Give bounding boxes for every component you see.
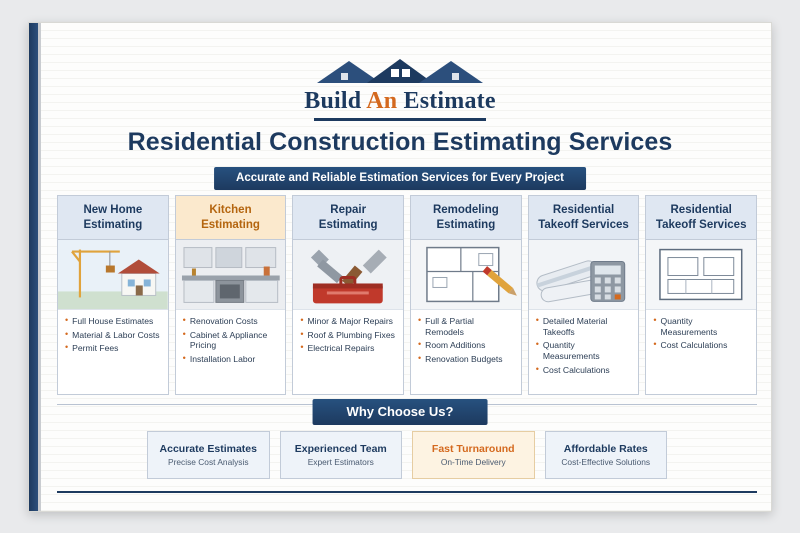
bullet-dot-icon: • [182,328,186,339]
service-card-bullets [58,310,168,394]
list-item [300,316,397,327]
why-card-subtitle: Cost-Effective Solutions [561,457,651,467]
why-card-title: Affordable Rates [563,443,648,455]
why-choose-heading: Why Choose Us? [313,399,488,425]
why-choose-cards [147,431,667,479]
service-card-new-home[interactable] [57,195,169,395]
list-item [183,316,280,327]
bullet-dot-icon: • [418,353,422,364]
bullet-text: Detailed Material Takeoffs [542,316,608,337]
bullet-text: Installation Labor [189,354,256,365]
house-roofs-icon [305,53,495,87]
why-card-fast-turnaround[interactable] [412,431,535,479]
list-item [536,316,633,337]
bullet-dot-icon: • [418,315,422,325]
service-card-takeoff-b[interactable] [645,195,757,395]
bullet-dot-icon: • [535,315,539,325]
service-card-repair[interactable] [292,195,404,395]
service-card-bullets [411,310,521,394]
bullet-dot-icon: • [653,315,657,325]
why-card-title: Experienced Team [294,443,387,455]
logo-word-estimate: Estimate [403,88,496,114]
list-item [653,316,750,337]
bullet-text: Full House Estimates [72,316,154,326]
list-item [65,316,162,327]
bullet-dot-icon: • [535,363,539,374]
subtitle-banner: Accurate and Reliable Estimation Services for Every Project [214,167,586,190]
logo-wordmark [304,88,495,115]
bullet-dot-icon: • [182,315,186,325]
service-card-bullets [529,310,639,394]
service-card-title: Kitchen Estimating [176,196,286,240]
service-card-bullets [176,310,286,394]
bullet-text: Renovation Costs [189,316,258,326]
bullet-text: Full & Partial Remodels [425,316,474,337]
bullet-dot-icon: • [300,315,304,325]
bullet-text: Room Additions [425,340,486,351]
why-card-subtitle: On-Time Delivery [440,457,506,467]
blueprint-rolls-calculator-icon [529,240,639,310]
list-item [300,343,397,354]
service-card-title: New Home Estimating [58,196,168,240]
service-card-bullets [293,310,403,394]
service-card-title: Repair Estimating [293,196,403,240]
page-title: Residential Construction Estimating Services [127,128,673,156]
why-card-title: Fast Turnaround [431,443,515,455]
bullet-dot-icon: • [65,342,69,353]
why-card-subtitle: Precise Cost Analysis [167,457,249,467]
crane-and-house-icon [58,240,168,310]
service-card-takeoff-a[interactable] [528,195,640,395]
list-item [536,365,633,376]
bullet-dot-icon: • [182,353,186,364]
why-card-subtitle: Expert Estimators [307,457,374,467]
list-item [418,354,515,365]
bullet-text: Renovation Budgets [425,354,503,365]
bullet-text: Minor & Major Repairs [307,316,393,326]
bullet-dot-icon: • [65,328,69,339]
bullet-text: Quantity Measurements [660,316,718,337]
list-item [418,340,515,351]
toolbox-tools-icon [293,240,403,310]
why-card-accurate-estimates[interactable] [147,431,270,479]
bullet-text: Roof & Plumbing Fixes [307,329,395,340]
blueprint-sheet-icon [646,240,756,310]
list-item [65,330,162,341]
floor-plan-pencil-icon [411,240,521,310]
bullet-text: Quantity Measurements [542,340,600,362]
bottom-rule [57,491,757,493]
bullet-text: Cost Calculations [542,364,610,375]
bullet-text: Electrical Repairs [307,343,375,354]
list-item [300,330,397,341]
bullet-text: Cabinet & Appliance Pricing [189,329,268,351]
bullet-dot-icon: • [418,339,422,350]
list-item [653,340,750,351]
bullet-dot-icon: • [300,328,304,339]
why-card-affordable-rates[interactable] [545,431,668,479]
bullet-dot-icon: • [653,339,657,350]
service-card-title: Remodeling Estimating [411,196,521,240]
list-item [65,343,162,354]
service-card-title: Residential Takeoff Services [529,196,639,240]
logo-word-an: An [366,88,398,114]
why-card-experienced-team[interactable] [280,431,403,479]
service-cards-row [57,195,757,395]
bullet-text: Material & Labor Costs [72,329,160,340]
list-item [418,316,515,337]
service-card-remodeling[interactable] [410,195,522,395]
list-item [183,354,280,365]
service-card-title: Residential Takeoff Services [646,196,756,240]
poster-canvas [28,22,772,512]
bullet-dot-icon: • [300,342,304,353]
brand-logo [29,53,771,121]
service-card-kitchen[interactable] [175,195,287,395]
why-card-title: Accurate Estimates [159,443,257,455]
bullet-dot-icon: • [65,315,69,325]
logo-word-build: Build [304,88,362,114]
bullet-text: Permit Fees [72,343,119,354]
bullet-text: Cost Calculations [660,340,728,351]
kitchen-cabinets-icon [176,240,286,310]
list-item [183,330,280,351]
service-card-bullets [646,310,756,394]
logo-underline [314,118,486,121]
list-item [536,340,633,361]
bullet-dot-icon: • [535,339,539,350]
